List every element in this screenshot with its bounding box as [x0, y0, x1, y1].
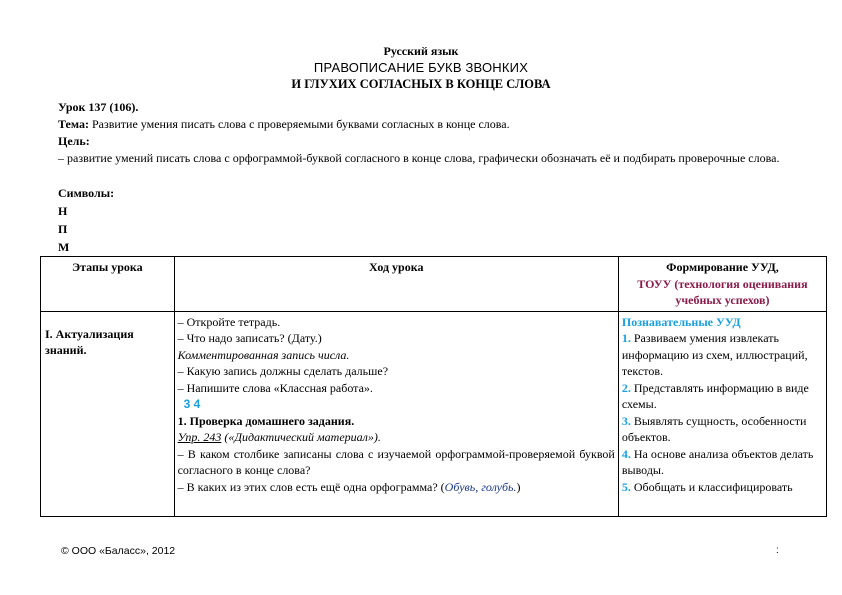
copyright-footer: © ООО «Баласс», 2012 [61, 545, 176, 557]
lesson-topic [58, 116, 798, 133]
symbol-n: Н [58, 204, 68, 218]
course-line: – Что надо записать? (Дату.) [177, 331, 322, 345]
uud-item [622, 330, 823, 380]
symbols-label: Символы: [58, 186, 115, 200]
question-2-answer: Обувь, голубь. [444, 479, 517, 494]
course-line: – Откройте тетрадь. [177, 314, 281, 329]
goal-text: – развитие умений писать слова с орфограммой-буквой согласного в конце слова, графически обозначать её и подбирать проверочные слова. [58, 151, 780, 165]
question-1: – В каком столбике записаны слова с изучаемой орфограммой-проверяемой буквой согласного в конце слова? [177, 446, 615, 477]
uud-item-number: 2. [621, 380, 631, 395]
exercise-reference [178, 429, 615, 446]
uud-item-number: 1. [621, 331, 631, 345]
course-cell [174, 311, 618, 516]
lesson-number: Урок 137 (106). [58, 100, 139, 114]
uud-title: Познавательные УУД [621, 314, 741, 329]
uud-item [622, 446, 823, 479]
course-line: – Какую запись должны сделать дальше? [177, 364, 389, 378]
question-2-prefix: – В каких из этих слов есть ещё одна орфограмма? ( [177, 479, 445, 494]
symbol-m: М [58, 240, 70, 254]
topic-text: Развитие умения писать слова с проверяемыми буквами согласных в конце слова. [88, 117, 510, 131]
header-stages: Этапы урока [41, 257, 175, 312]
subject-heading: Русский язык [383, 44, 459, 58]
symbol-p: П [58, 222, 68, 236]
uud-item-number: 3. [621, 413, 631, 428]
header-course: Ход урока [174, 257, 618, 312]
symbol-numbers: 3 4 [183, 397, 201, 411]
uud-item-text: Выявлять сущность, особенности объектов. [621, 413, 807, 444]
uud-item [622, 413, 823, 446]
uud-item-number: 5. [621, 479, 631, 494]
lesson-title-line2: И ГЛУХИХ СОГЛАСНЫХ В КОНЦЕ СЛОВА [291, 77, 551, 91]
table-row [41, 311, 827, 516]
page-marker: : [776, 545, 779, 556]
lesson-plan-table [40, 256, 827, 517]
uud-cell [618, 311, 826, 516]
uud-item-text: Представлять информацию в виде схемы. [621, 380, 809, 411]
uud-item [622, 479, 823, 496]
question-2-suffix: ) [516, 479, 521, 494]
homework-title: 1. Проверка домашнего задания. [177, 413, 355, 428]
exercise-note: («Дидактический материал»). [221, 430, 381, 444]
uud-item [622, 380, 823, 413]
topic-label: Тема: [58, 117, 89, 131]
lesson-title-line1: ПРАВОПИСАНИЕ БУКВ ЗВОНКИХ [313, 60, 529, 75]
header-uud [618, 257, 826, 312]
stage-cell: I. Актуализация знаний. [41, 311, 175, 516]
exercise-number: Упр. 243 [177, 430, 222, 444]
table-header-row [41, 257, 827, 312]
header-uud-line2: ТОУУ (технология оценивания [637, 276, 808, 291]
uud-item-text: Обобщать и классифицировать [630, 479, 793, 494]
question-2 [178, 479, 615, 496]
goal-label: Цель: [58, 134, 90, 148]
course-italic-note: Комментированная запись числа. [177, 347, 350, 362]
uud-item-number: 4. [621, 446, 631, 461]
uud-item-text: На основе анализа объектов делать выводы. [621, 446, 814, 477]
header-uud-line3: учебных успехов) [675, 293, 770, 307]
header-uud-line1: Формирование УУД, [666, 260, 779, 274]
course-line: – Напишите слова «Классная работа». [177, 380, 373, 395]
uud-item-text: Развиваем умения извлекать информацию из схем, иллюстраций, текстов. [621, 331, 808, 378]
